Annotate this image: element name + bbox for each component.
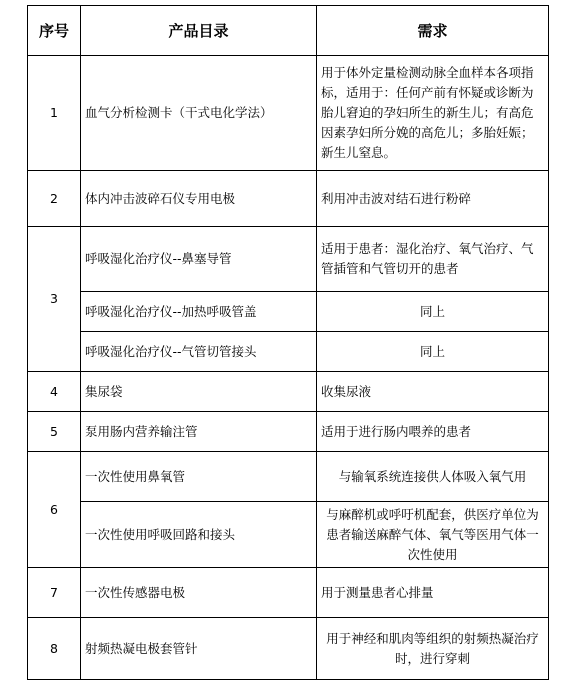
row-number: 6 [28, 452, 81, 568]
product-name: 血气分析检测卡（干式电化学法） [81, 56, 317, 171]
table-row [28, 618, 549, 680]
requirement-text: 用于神经和肌肉等组织的射频热凝治疗时，进行穿刺 [317, 618, 549, 680]
row-number: 5 [28, 412, 81, 452]
product-name: 一次性使用鼻氧管 [81, 452, 317, 502]
product-name: 射频热凝电极套管针 [81, 618, 317, 680]
requirement-text: 与输氧系统连接供人体吸入氧气用 [317, 452, 549, 502]
requirement-text: 用于体外定量检测动脉全血样本各项指标，适用于：任何产前有怀疑或诊断为胎儿窘迫的孕妇所生的新生儿；有高危因素孕妇所分娩的高危儿；多胎妊娠；新生儿窒息。 [317, 56, 549, 171]
table-row [28, 372, 549, 412]
product-name: 集尿袋 [81, 372, 317, 412]
row-number: 1 [28, 56, 81, 171]
product-catalog-table [27, 5, 549, 680]
header-requirement: 需求 [317, 6, 549, 56]
product-name: 体内冲击波碎石仪专用电极 [81, 171, 317, 227]
table-row [28, 292, 549, 332]
table-header-row [28, 6, 549, 56]
requirement-text: 同上 [317, 332, 549, 372]
product-name: 呼吸湿化治疗仪--加热呼吸管盖 [81, 292, 317, 332]
table-row [28, 227, 549, 292]
row-number: 4 [28, 372, 81, 412]
product-name: 一次性传感器电极 [81, 568, 317, 618]
table-row [28, 56, 549, 171]
table-row [28, 332, 549, 372]
requirement-text: 利用冲击波对结石进行粉碎 [317, 171, 549, 227]
table-row [28, 171, 549, 227]
requirement-text: 适用于进行肠内喂养的患者 [317, 412, 549, 452]
row-number: 8 [28, 618, 81, 680]
header-no: 序号 [28, 6, 81, 56]
table-row [28, 568, 549, 618]
requirement-text: 同上 [317, 292, 549, 332]
product-name: 呼吸湿化治疗仪--鼻塞导管 [81, 227, 317, 292]
table-row [28, 452, 549, 502]
product-name: 泵用肠内营养输注管 [81, 412, 317, 452]
requirement-text: 收集尿液 [317, 372, 549, 412]
header-product: 产品目录 [81, 6, 317, 56]
product-name: 呼吸湿化治疗仪--气管切管接头 [81, 332, 317, 372]
row-number: 2 [28, 171, 81, 227]
requirement-text: 适用于患者：湿化治疗、氧气治疗、气管插管和气管切开的患者 [317, 227, 549, 292]
requirement-text: 与麻醉机或呼吁机配套，供医疗单位为患者输送麻醉气体、氧气等医用气体一次性使用 [317, 502, 549, 568]
requirement-text: 用于测量患者心排量 [317, 568, 549, 618]
row-number: 7 [28, 568, 81, 618]
table-row [28, 412, 549, 452]
table-row [28, 502, 549, 568]
product-name: 一次性使用呼吸回路和接头 [81, 502, 317, 568]
row-number: 3 [28, 227, 81, 372]
